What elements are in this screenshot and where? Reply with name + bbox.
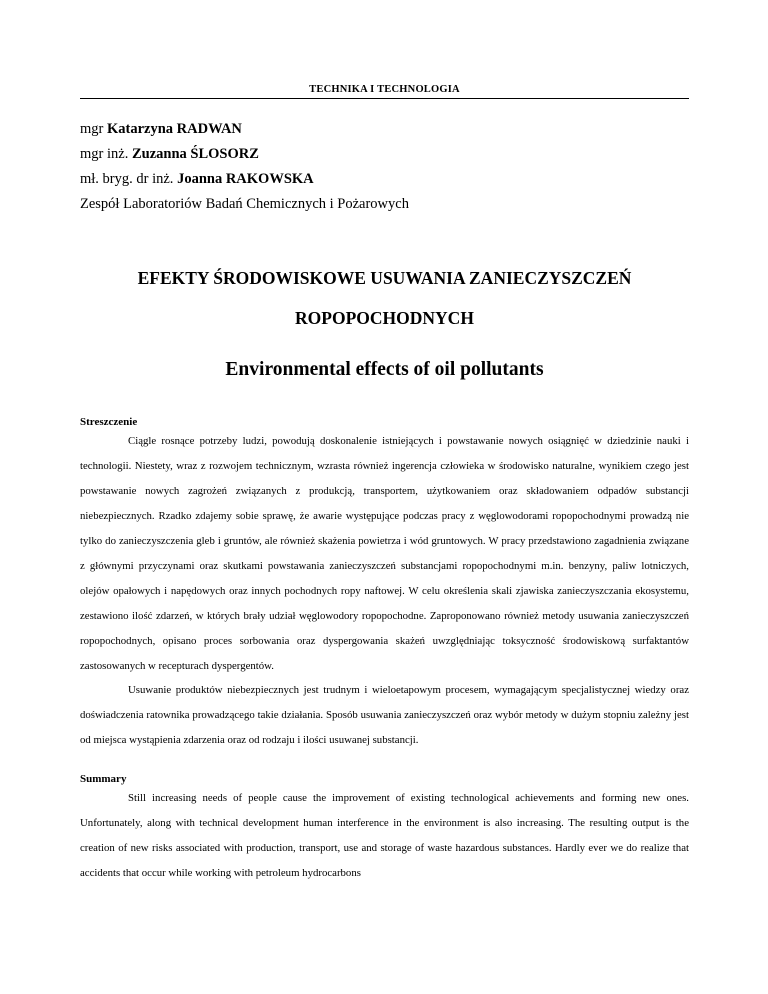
- abstract-heading: Streszczenie: [80, 416, 138, 428]
- author-name: Zuzanna ŚLOSORZ: [131, 146, 259, 162]
- author-title: mgr inż.: [80, 146, 132, 162]
- header-rule: [80, 98, 689, 99]
- running-head: TECHNIKA I TECHNOLOGIA: [309, 84, 460, 95]
- title-english: Environmental effects of oil pollutants: [225, 359, 544, 380]
- author-name: Joanna RAKOWSKA: [177, 171, 314, 187]
- author-name: Katarzyna RADWAN: [106, 121, 242, 137]
- abstract-paragraph-2: Usuwanie produktów niebezpiecznych jest trudnym i wieloetapowym procesem, wymagającym specjalistycznej wiedzy oraz doświadczenia ratownika prowadzącego takie działania. Sposób usuwania zanieczyszczeń oraz wybór metody w dużym stopniu zależny jest od miejsca wystąpienia zdarzenia oraz od rodzaju i ilości usuwanej substancji.: [80, 684, 689, 746]
- summary-section: [80, 772, 689, 886]
- affiliation: Zespół Laboratoriów Badań Chemicznych i Pożarowych: [80, 196, 409, 212]
- author-block: [80, 117, 409, 217]
- abstract-paragraph-1: Ciągle rosnące potrzeby ludzi, powodują doskonalenie istniejących i powstawanie nowych osiągnięć w dziedzinie nauki i technologii. Niestety, wraz z rozwojem technicznym, wzrasta również ingerencja człowieka w środowisko naturalne, wynikiem czego jest powstawanie nowych zagrożeń związanych z produkcją, transportem, użytkowaniem oraz składowaniem odpadów substancji niebezpiecznych. Rzadko zdajemy sobie sprawę, że awarie występujące podczas pracy z węglowodorami ropopochodnymi prowadzą nie tylko do zanieczyszczenia gleb i gruntów, ale również skażenia powietrza i wód gruntowych. W pracy przedstawiono zagadnienia związane z głównymi przyczynami oraz skutkami powstawania zanieczyszczeń substancjami ropopochodnymi m.in. benzyny, paliw lotniczych, olejów opałowych i napędowych oraz innych pochodnych ropy naftowej. W celu określenia skali zjawiska zanieczyszczania ekosystemu, zestawiono ilość zdarzeń, w których brały udział węglowodory ropopochodne. Zaproponowano również metody usuwania zanieczyszczeń ropopochodnych, opisano proces sorbowania oraz dyspergowania skażeń uwzględniając toksyczność środowiskową surfaktantów zastosowanych w recepturach dyspergentów.: [80, 435, 689, 672]
- author-title: mgr: [80, 121, 107, 137]
- summary-paragraph-1: Still increasing needs of people cause the improvement of existing technological achievements and forming new ones. Unfortunately, along with technical development human interference in the environment is also increasing. The resulting output is the creation of new risks associated with production, transport, use and storage of waste hazardous substances. Hardly ever we do realize that accidents that occur while working with petroleum hydrocarbons: [80, 792, 689, 879]
- summary-heading: Summary: [80, 773, 127, 785]
- author-line: [80, 142, 409, 167]
- title-polish-line-2: ROPOPOCHODNYCH: [295, 308, 474, 328]
- author-title: mł. bryg. dr inż.: [80, 171, 178, 187]
- abstract-section: [80, 415, 689, 753]
- title-polish-line-1: EFEKTY ŚRODOWISKOWE USUWANIA ZANIECZYSZCZEŃ: [137, 268, 632, 288]
- author-line: [80, 117, 409, 142]
- author-line: [80, 167, 409, 192]
- title-polish: [80, 258, 689, 338]
